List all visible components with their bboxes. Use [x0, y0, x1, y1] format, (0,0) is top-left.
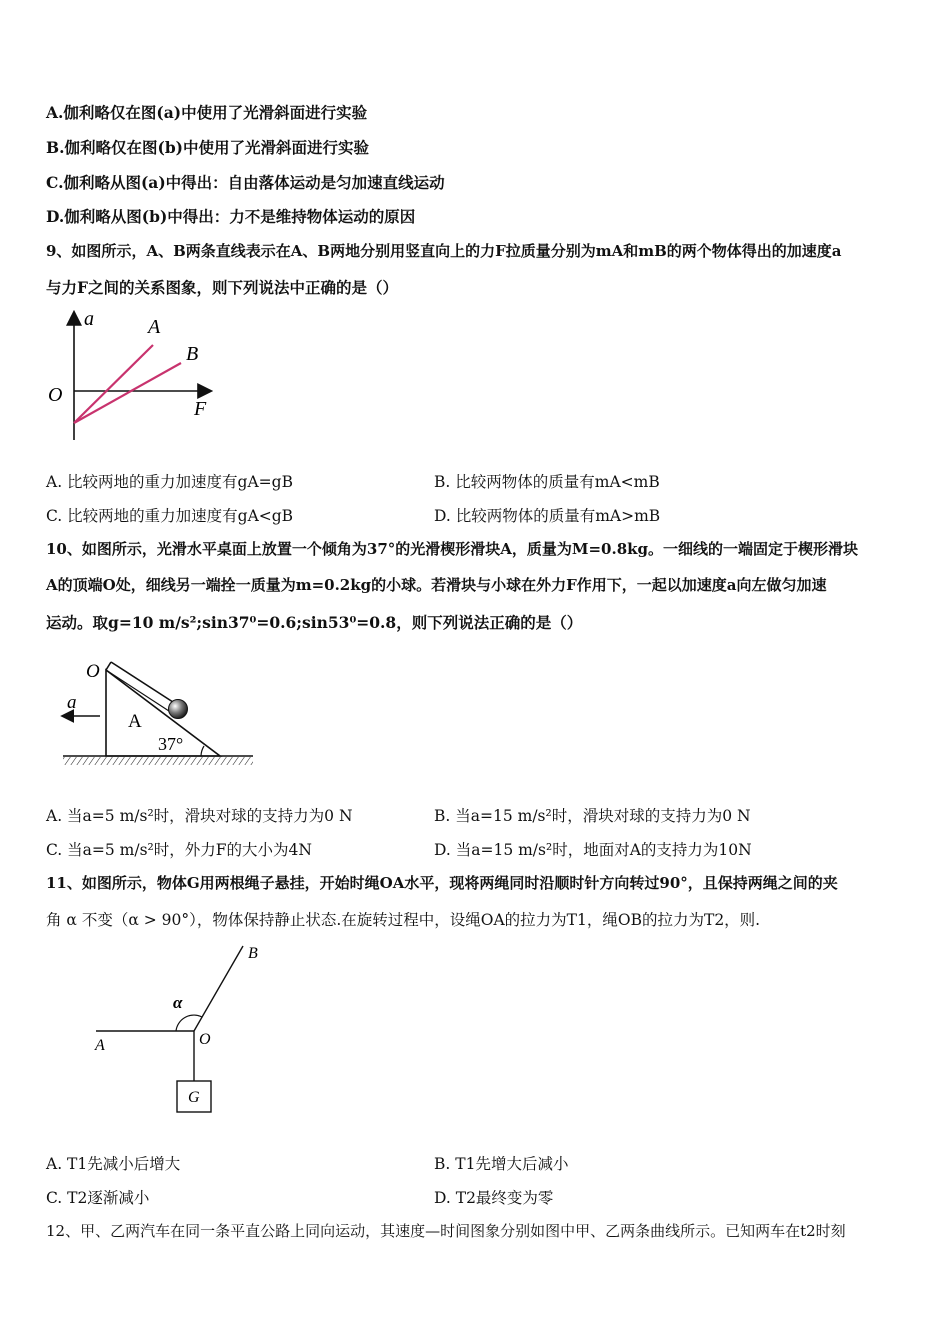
q9-line-a-label: A: [148, 316, 161, 338]
q10-accel-label: a: [67, 692, 77, 713]
q10-ground-hatch: [63, 757, 253, 765]
q10-thread-inner: [106, 670, 172, 713]
q10-point-o-label: O: [86, 661, 100, 682]
q10-option-a: A. 当a=5 m/s²时，滑块对球的支持力为0 N: [46, 807, 353, 825]
q9-option-d: D. 比较两物体的质量有mA>mB: [434, 507, 661, 525]
q9-line-b-label: B: [186, 343, 199, 365]
q9-option-c: C. 比较两地的重力加速度有gA<gB: [46, 507, 294, 525]
q9-stem-line1: 9、如图所示，A、B两条直线表示在A、B两地分别用竖直向上的力F拉质量分别为mA和mB的两个物体得出的加速度a: [46, 242, 842, 260]
q12-stem-line1: 12、甲、乙两汽车在同一条平直公路上同向运动，其速度—时间图象分别如图中甲、乙两条曲线所示。已知两车在t2时刻: [46, 1222, 846, 1240]
q9-line-a: [74, 345, 153, 423]
q10-option-b: B. 当a=15 m/s²时，滑块对球的支持力为0 N: [434, 807, 751, 825]
q10-block-label: A: [128, 711, 142, 732]
q11-option-c: C. T2逐渐减小: [46, 1189, 150, 1207]
q11-stem-line2: 角 α 不变（α > 90°），物体保持静止状态.在旋转过程中，设绳OA的拉力为T1，绳OB的拉力为T2，则.: [46, 911, 761, 929]
q9-figure-a-f-graph: [40, 305, 230, 445]
q10-option-d: D. 当a=15 m/s²时，地面对A的支持力为10N: [434, 841, 752, 859]
q11-option-d: D. T2最终变为零: [434, 1189, 554, 1207]
q9-option-b: B. 比较两物体的质量有mA<mB: [434, 473, 660, 491]
q11-label-a: A: [95, 1037, 105, 1054]
q11-stem-line1: 11、如图所示，物体G用两根绳子悬挂，开始时绳OA水平，现将两绳同时沿顺时针方向转过90°，且保持两绳之间的夹: [46, 874, 838, 892]
q9-stem-line2: 与力F之间的关系图象，则下列说法中正确的是（）: [46, 278, 399, 297]
q9-x-label: F: [194, 398, 207, 420]
q10-ball: [169, 700, 188, 719]
q10-angle-label: 37°: [158, 734, 184, 754]
q9-origin-label: O: [48, 384, 63, 406]
q9-line-b: [74, 363, 181, 423]
q10-stem-line1: 10、如图所示，光滑水平桌面上放置一个倾角为37°的光滑楔形滑块A，质量为M=0.8kg。一细线的一端固定于楔形滑块: [46, 540, 859, 558]
q10-option-c: C. 当a=5 m/s²时，外力F的大小为4N: [46, 841, 312, 859]
q11-label-o: O: [199, 1031, 211, 1048]
q11-option-a: A. T1先减小后增大: [46, 1155, 181, 1173]
q11-rope-ob: [194, 946, 243, 1031]
q11-label-b: B: [248, 945, 258, 962]
q8-option-a: A.伽利略仅在图(a)中使用了光滑斜面进行实验: [46, 103, 368, 122]
q11-option-b: B. T1先增大后减小: [434, 1155, 569, 1173]
q11-figure-ropes: [88, 938, 278, 1118]
q11-label-g: G: [188, 1089, 200, 1106]
q9-y-label: a: [84, 308, 94, 330]
q8-option-c: C.伽利略从图(a)中得出：自由落体运动是匀加速直线运动: [46, 173, 445, 192]
q8-option-b: B.伽利略仅在图(b)中使用了光滑斜面进行实验: [46, 138, 370, 157]
q9-option-a: A. 比较两地的重力加速度有gA=gB: [46, 473, 293, 491]
q11-label-alpha: α: [173, 993, 183, 1012]
q8-option-d: D.伽利略从图(b)中得出：力不是维持物体运动的原因: [46, 207, 416, 226]
q10-angle-arc: [201, 746, 204, 756]
q10-stem-line2: A的顶端O处，细线另一端拴一质量为m=0.2kg的小球。若滑块与小球在外力F作用下，一起以加速度a向左做匀加速: [46, 576, 827, 594]
q10-stem-line3: 运动。取g=10 m/s²;sin37⁰=0.6;sin53⁰=0.8，则下列说法正确的是（）: [46, 613, 583, 632]
q10-thread-top: [106, 662, 111, 670]
q10-figure-wedge: [55, 650, 265, 770]
